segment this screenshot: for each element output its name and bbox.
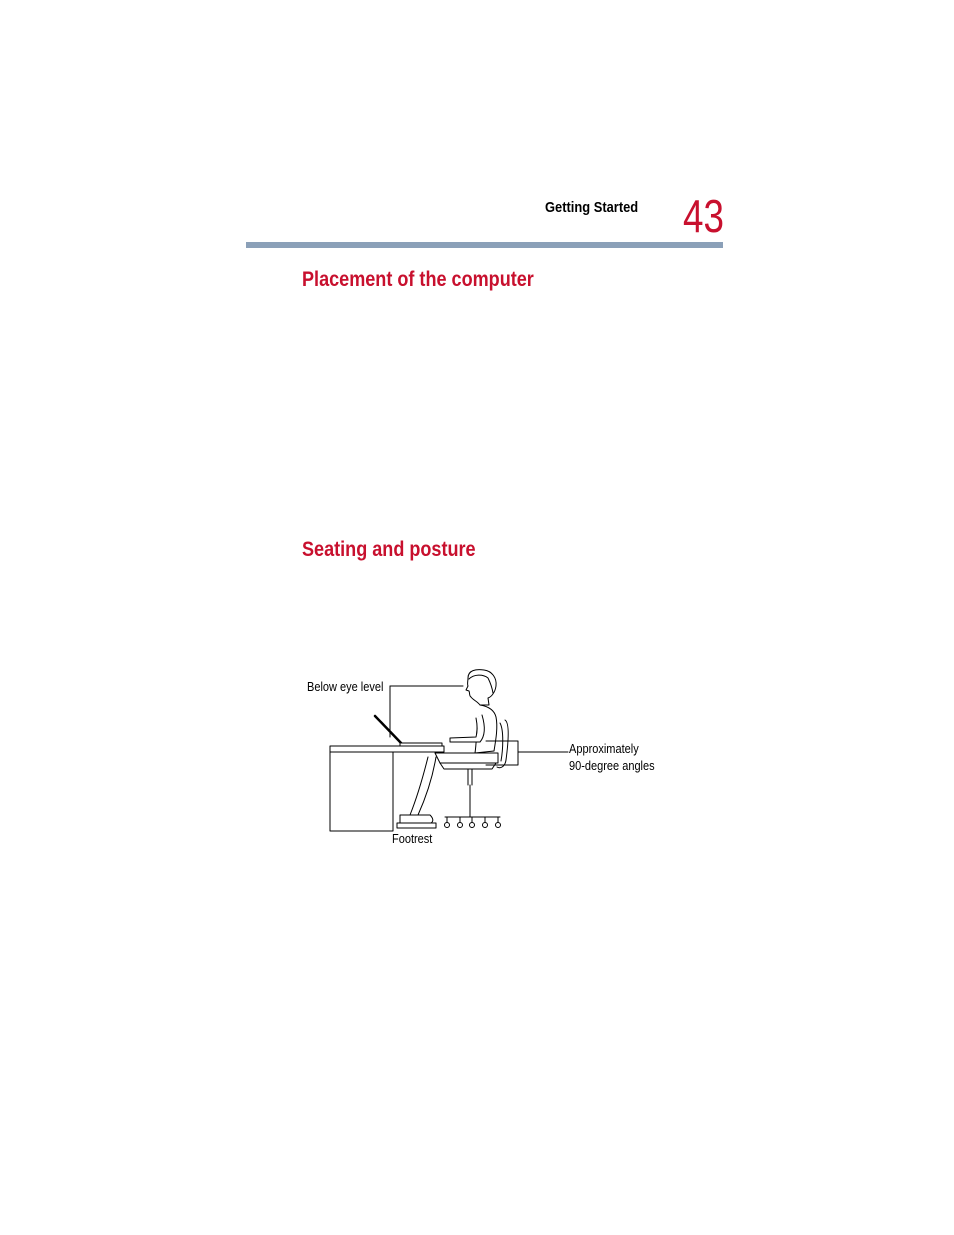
desk-pedestal	[330, 752, 393, 831]
person-thigh	[435, 753, 498, 763]
label-footrest: Footrest	[392, 832, 433, 846]
chair-caster	[445, 823, 450, 828]
footrest	[397, 823, 436, 828]
person-arm	[450, 715, 484, 742]
label-below-eye-level: Below eye level	[307, 680, 384, 694]
section-heading-placement: Placement of the computer	[302, 268, 534, 291]
chair-caster	[483, 823, 488, 828]
person-foot	[400, 815, 433, 823]
running-header-chapter-title: Getting Started	[545, 199, 639, 216]
chair-caster	[496, 823, 501, 828]
desk-top	[330, 746, 444, 752]
laptop-base	[400, 743, 442, 746]
person-shin	[410, 757, 436, 815]
posture-figure	[300, 665, 670, 855]
laptop-screen	[375, 716, 402, 744]
label-angles-line1: Approximately	[569, 742, 639, 756]
chair-caster	[458, 823, 463, 828]
chair-column	[468, 769, 472, 785]
chair-caster	[470, 823, 475, 828]
page-number: 43	[683, 190, 724, 242]
header-rule	[246, 242, 723, 248]
chair-seat	[440, 763, 496, 769]
label-90-degree-angles	[569, 741, 655, 775]
label-angles-line2: 90-degree angles	[569, 759, 655, 773]
section-heading-seating: Seating and posture	[302, 538, 476, 561]
chair-caster-legs	[447, 817, 498, 822]
